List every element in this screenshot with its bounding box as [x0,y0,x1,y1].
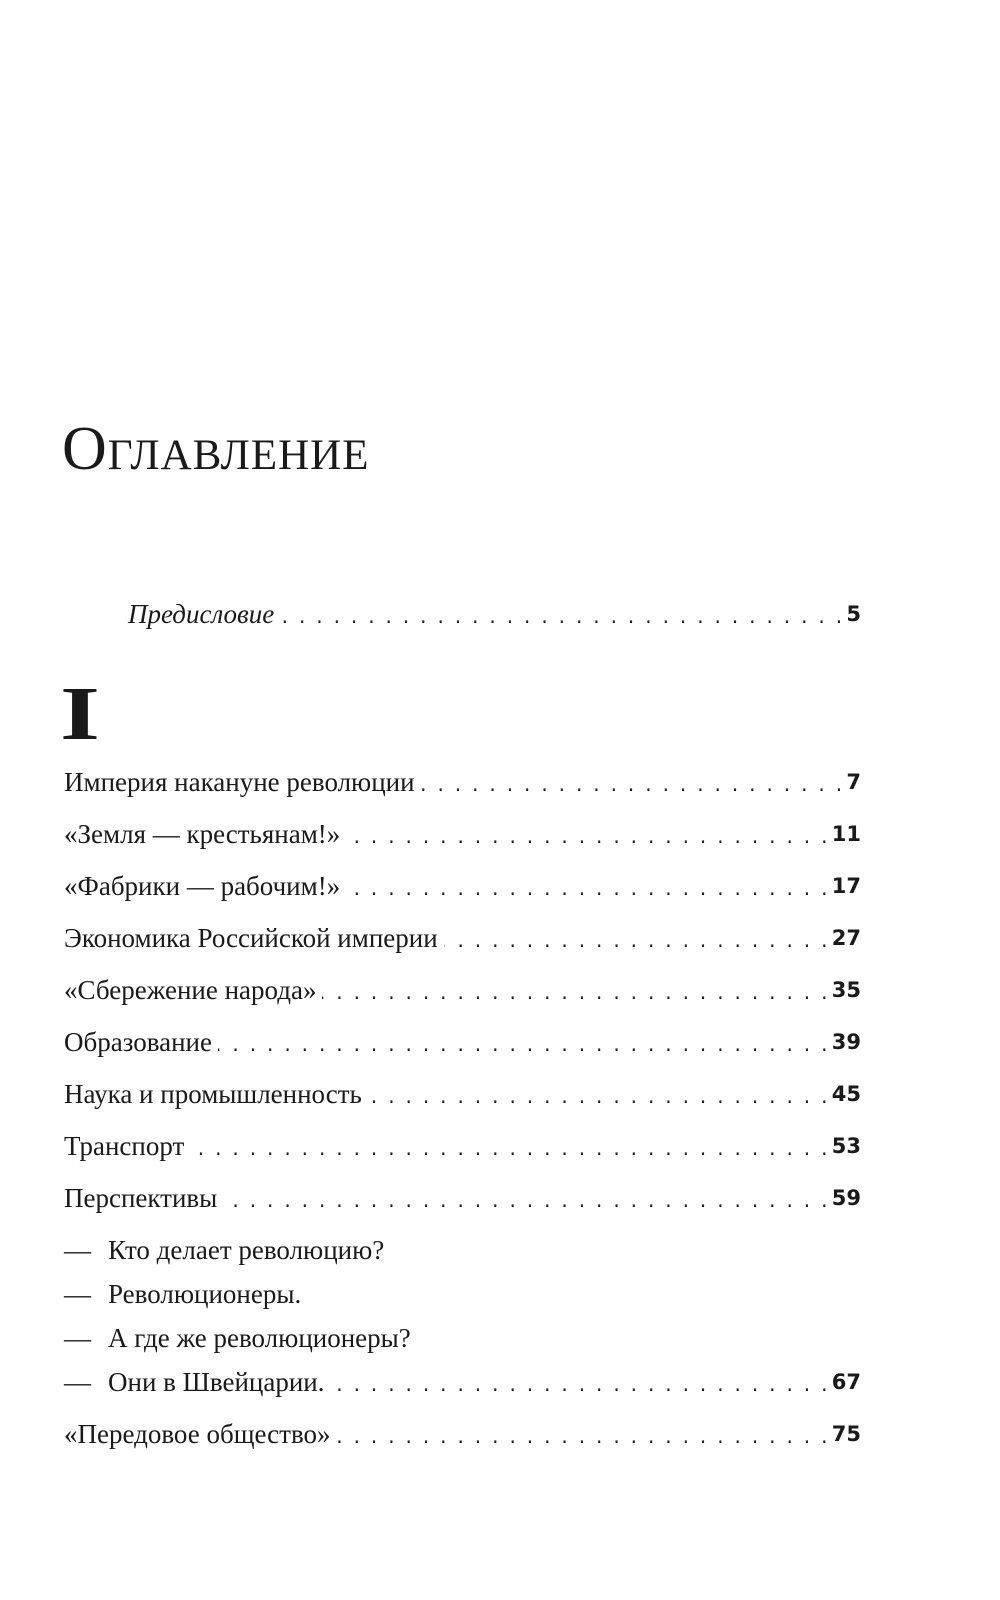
toc-entry[interactable] [64,869,861,903]
toc-entry[interactable] [64,1129,861,1163]
dialogue-dash: — [64,1323,91,1353]
toc-entry[interactable] [64,765,861,799]
dot-leader [346,817,829,851]
toc-entry-page: 35 [831,978,861,1002]
toc-entry[interactable] [64,1417,861,1451]
dialogue-line [64,1277,301,1311]
dialogue-text: А где же революционеры? [108,1323,411,1353]
dot-leader [218,1025,830,1059]
toc-entry-page: 5 [846,602,861,626]
toc-entry-page: 17 [831,874,861,898]
toc-entry[interactable] [64,973,861,1007]
dialogue-text: Они в Швейцарии. [108,1367,325,1397]
dot-leader [337,1417,830,1451]
toc-entry-page: 67 [831,1370,861,1394]
part-numeral: I [60,672,100,756]
toc-entry-label: Предисловие [128,599,275,629]
toc-entry-label: Транспорт [64,1131,185,1161]
toc-entry-page: 39 [831,1030,861,1054]
toc-entry[interactable] [64,921,861,955]
toc-entry[interactable] [64,1077,861,1111]
page-title: Оглавление [62,415,370,483]
toc-entry-label [64,1365,331,1399]
dot-leader [223,1181,829,1215]
dot-leader [368,1077,830,1111]
dot-leader [444,921,830,955]
toc-entry[interactable] [64,817,861,851]
dialogue-text: Кто делает революцию? [108,1235,385,1265]
toc-entry-label: Экономика Российской империи [64,923,438,953]
toc-entry[interactable] [64,1025,861,1059]
dot-leader [322,973,829,1007]
toc-entry-label: Образование [64,1027,212,1057]
toc-entry-label: Наука и промышленность [64,1079,362,1109]
dialogue-dash: — [64,1235,91,1265]
dot-leader [331,1365,830,1399]
dialogue-line [64,1233,384,1267]
toc-entry-label: «Фабрики — рабочим!» [64,871,341,901]
dialogue-dash: — [64,1279,91,1309]
toc-entry-page: 7 [846,770,861,794]
dot-leader [421,765,845,799]
dot-leader [280,597,844,631]
toc-entry-preface[interactable] [128,597,861,631]
toc-entry[interactable] [64,1181,861,1215]
toc-entry-dialogue[interactable] [64,1365,861,1399]
dialogue-line [64,1321,411,1355]
toc-entry-page: 45 [831,1082,861,1106]
toc-entry-page: 75 [831,1422,861,1446]
toc-entry-page: 59 [831,1186,861,1210]
toc-entry-page: 27 [831,926,861,950]
toc-entry-label: Империя накануне революции [64,767,415,797]
toc-entry-label: «Земля — крестьянам!» [64,819,341,849]
dialogue-text: Революционеры. [108,1279,302,1309]
dot-leader [190,1129,829,1163]
toc-entry-label: «Сбережение народа» [64,975,317,1005]
toc-entry-page: 11 [831,822,861,846]
toc-entry-page: 53 [831,1134,861,1158]
toc-entry-label: «Передовое общество» [64,1419,331,1449]
toc-entry-label: Перспективы [64,1183,218,1213]
dialogue-dash: — [64,1367,91,1397]
dot-leader [346,869,830,903]
